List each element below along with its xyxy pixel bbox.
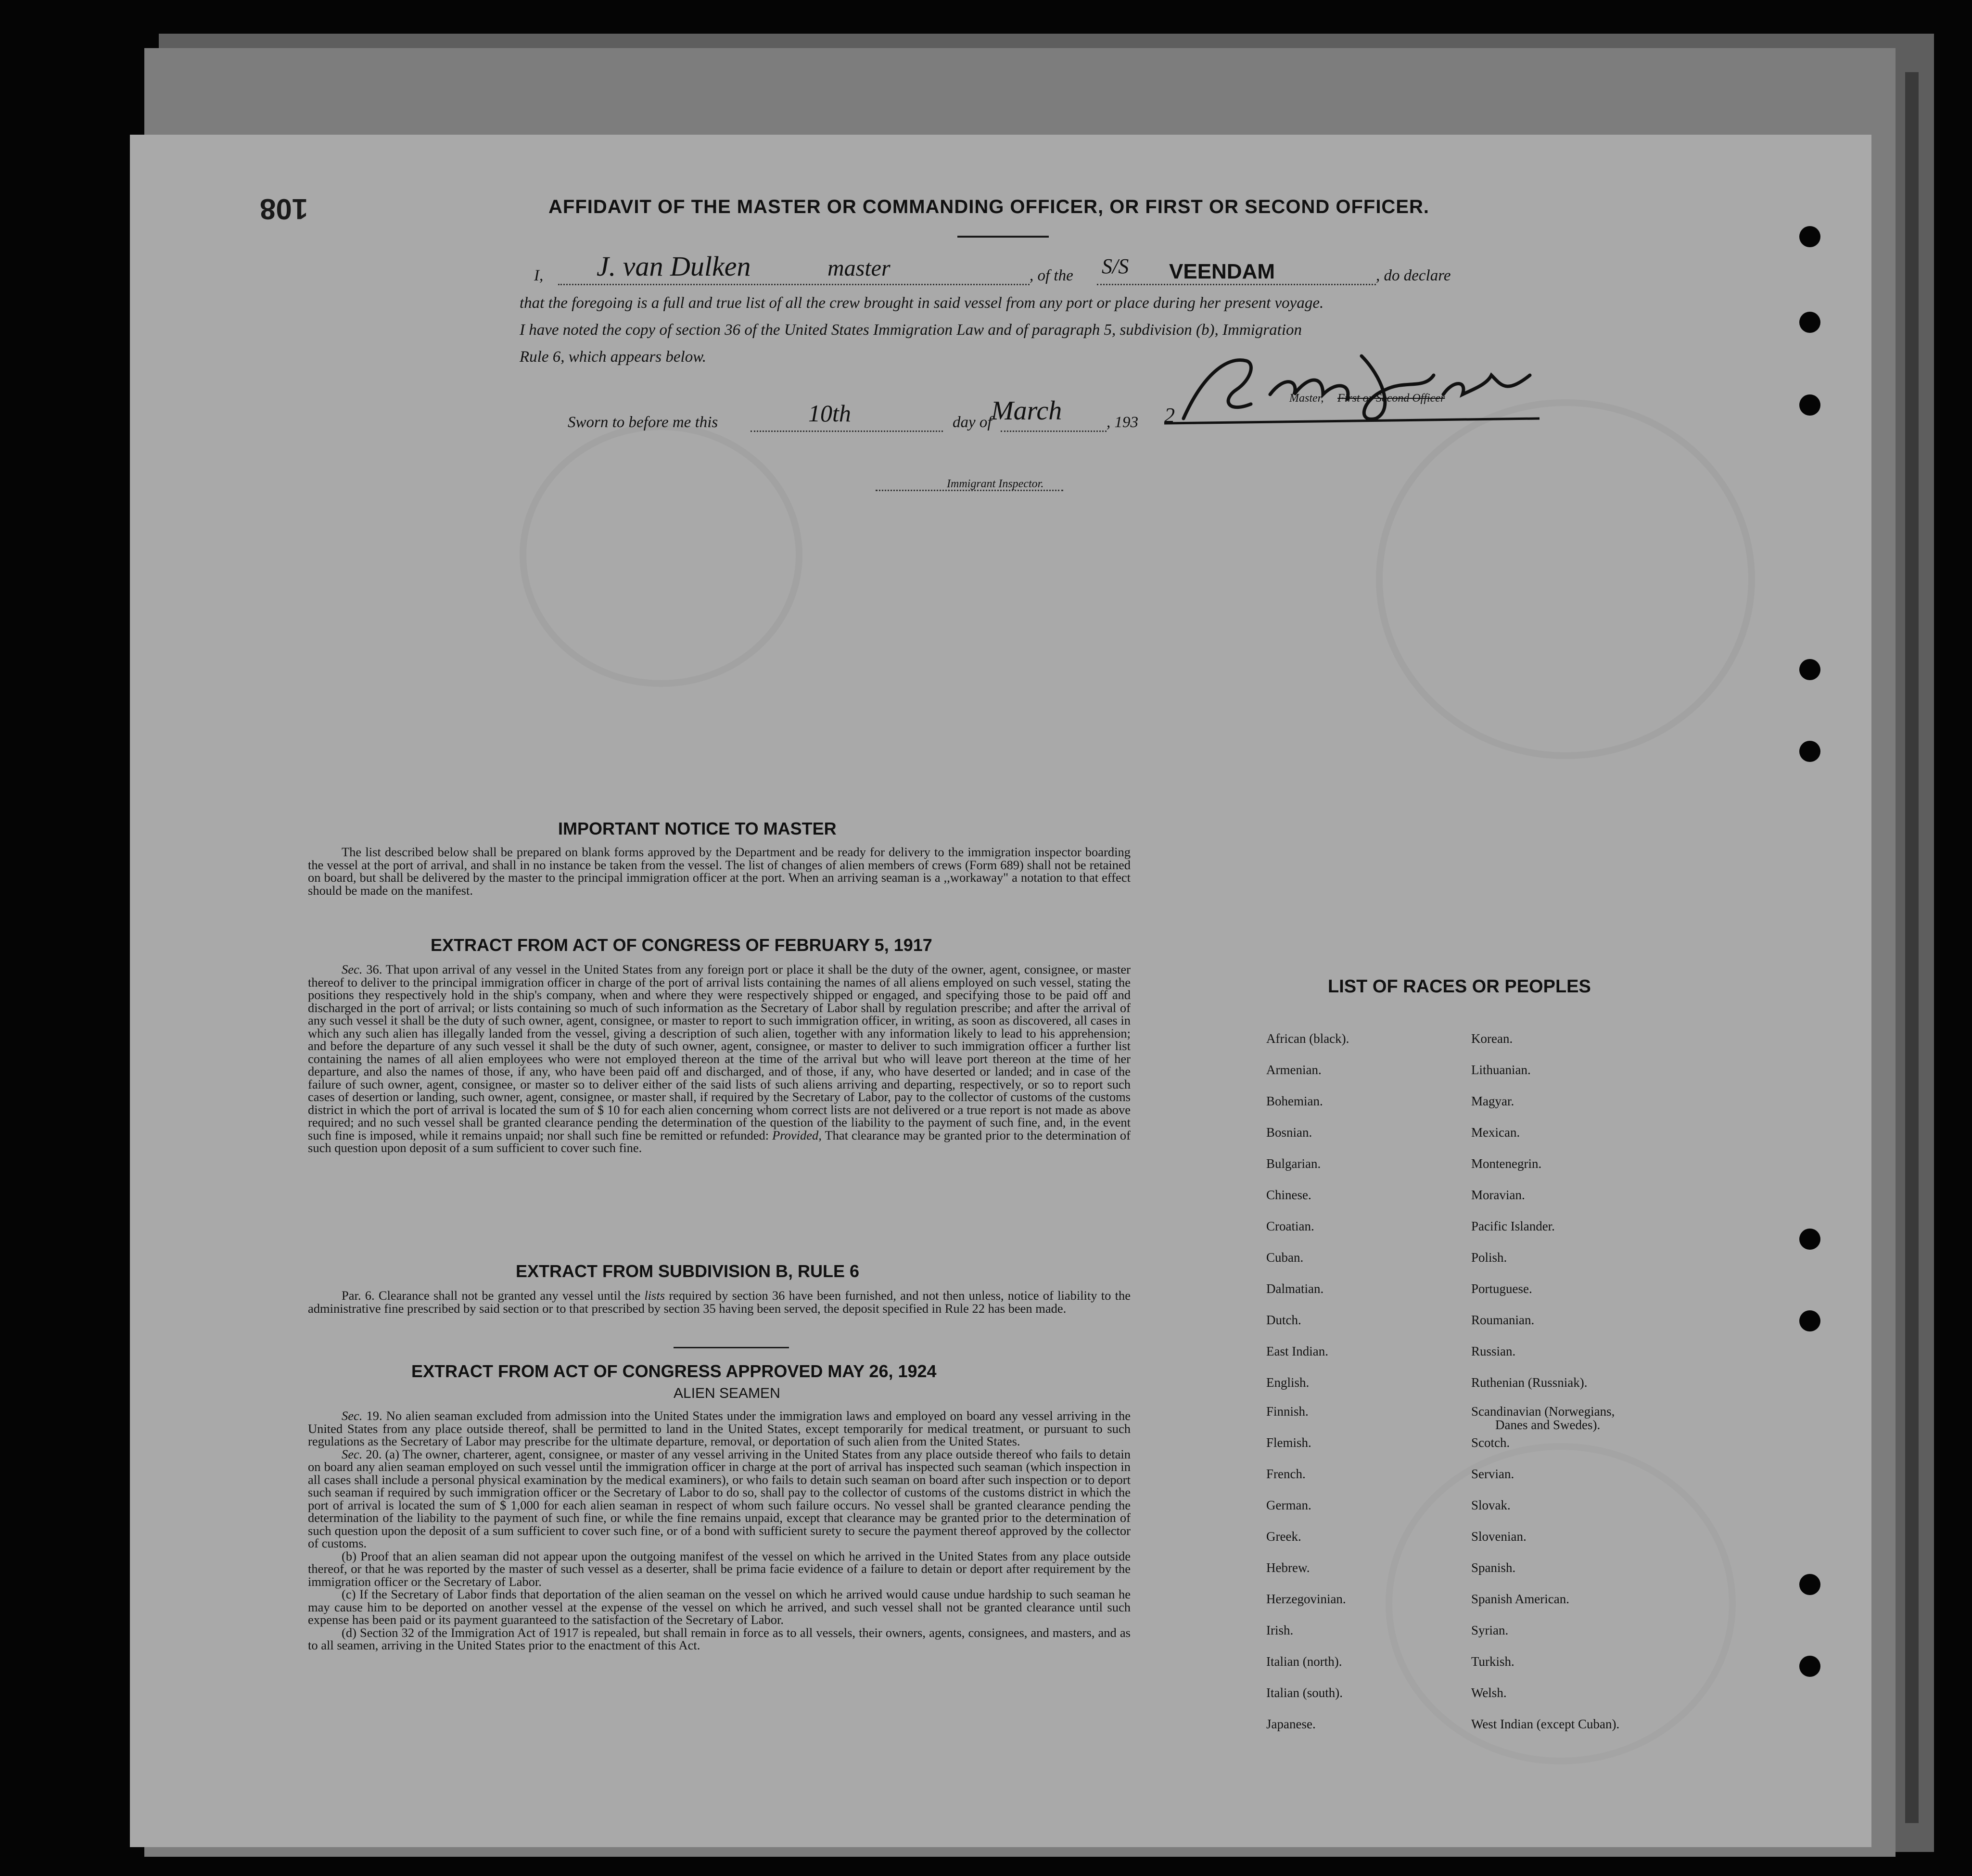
- race-item: Herzegovinian.: [1266, 1592, 1346, 1606]
- extract-1917-text: [308, 963, 1131, 1154]
- race-item: East Indian.: [1266, 1344, 1328, 1358]
- race-item-continued: Danes and Swedes).: [1495, 1418, 1601, 1432]
- punch-hole: [1799, 394, 1820, 416]
- sworn-prefix: Sworn to before me this: [568, 414, 718, 431]
- binding-strip: [1905, 72, 1919, 1823]
- rule6-lists-word: lists: [644, 1288, 665, 1303]
- race-item: Dalmatian.: [1266, 1281, 1324, 1296]
- race-item: African (black).: [1266, 1031, 1349, 1046]
- sworn-month-line: [1001, 431, 1107, 432]
- sec36-text-end: That clearance may be granted prior to the determination of such question upon deposit of a sum sufficient to cover such fine.: [308, 1128, 1131, 1155]
- punch-hole: [1799, 1574, 1820, 1595]
- race-item: Japanese.: [1266, 1717, 1316, 1731]
- inspector-label: Immigrant Inspector.: [947, 478, 1044, 490]
- race-item: Hebrew.: [1266, 1560, 1310, 1575]
- affidavit-line3: I have noted the copy of section 36 of the United States Immigration Law and of paragraph 5, subdivision (b), Immigration: [520, 321, 1302, 339]
- sworn-day: 10th: [808, 400, 851, 427]
- race-item: Russian.: [1471, 1344, 1516, 1358]
- race-item: Greek.: [1266, 1529, 1301, 1544]
- race-item: Roumanian.: [1471, 1313, 1535, 1327]
- sworn-day-line: [751, 431, 943, 432]
- master-signature: [1155, 346, 1549, 428]
- sec20a-text: 20. (a) The owner, charterer, agent, consignee, or master of any vessel arriving in the United States from any place outside thereof who fails to detain on board any alien seaman employed on such vessel until the immigration officer in charge at the port of arrival has inspected such seaman (which inspection in all cases shall include a personal physical examination by the medical examiners), or who fails to detain such seaman on board after such inspection or to deport such seaman if required by such immigration officer or the Secretary of Labor to do so, shall pay to the collector of customs of the customs district in which the port of arrival is located the sum of $ 1,000 for each alien seaman in respect of whom such failure occurs. No vessel shall be granted clearance pending the determination of the liability to the payment of such fine, or while the fine remains unpaid, except that clearance may be granted prior to the determination of such question upon the deposit of a sum sufficient to cover such fine, or of a bond with sufficient surety to secure the payment thereof approved by the collector of customs.: [308, 1446, 1131, 1550]
- race-item: West Indian (except Cuban).: [1471, 1717, 1620, 1731]
- race-item: Montenegrin.: [1471, 1156, 1542, 1171]
- punch-hole: [1799, 1310, 1820, 1331]
- race-item: Syrian.: [1471, 1623, 1509, 1637]
- rule6-text: [308, 1289, 1131, 1315]
- race-item: Magyar.: [1471, 1094, 1514, 1108]
- race-item: Italian (north).: [1266, 1654, 1342, 1669]
- race-item: Italian (south).: [1266, 1686, 1343, 1700]
- name-line: [558, 284, 1030, 285]
- affidavit-do-declare: , do declare: [1376, 267, 1451, 284]
- extract-1924-text: [308, 1409, 1131, 1652]
- race-item: Slovak.: [1471, 1498, 1511, 1512]
- race-item: Bulgarian.: [1266, 1156, 1321, 1171]
- race-item: Flemish.: [1266, 1435, 1311, 1450]
- race-item: Spanish American.: [1471, 1592, 1569, 1606]
- race-item: English.: [1266, 1375, 1310, 1390]
- race-item: Servian.: [1471, 1467, 1514, 1481]
- sec20c-text: (c) If the Secretary of Labor finds that deportation of the alien seaman on the vessel on which he arrived would cause undue hardship to such seaman he may cause him to be deported on another vessel at the expense of the vessel on which he arrived, and such vessel shall not be granted clearance until such expense has been paid or its payment guaranteed to the satisfaction of the Secretary of Labor.: [308, 1587, 1131, 1627]
- page-number: 108: [260, 193, 308, 225]
- extract-1924-subtitle: ALIEN SEAMEN: [674, 1385, 780, 1401]
- race-item: Armenian.: [1266, 1063, 1322, 1077]
- provided-word: Provided,: [772, 1128, 822, 1142]
- sec20-label: Sec.: [342, 1446, 363, 1461]
- race-item: Bohemian.: [1266, 1094, 1323, 1108]
- affidavit-title: AFFIDAVIT OF THE MASTER OR COMMANDING OFFICER, OR FIRST OR SECOND OFFICER.: [548, 196, 1429, 217]
- vessel-name: VEENDAM: [1169, 260, 1275, 283]
- races-title: LIST OF RACES OR PEOPLES: [1328, 976, 1591, 997]
- affidavit-line4: Rule 6, which appears below.: [520, 348, 707, 366]
- rule6-text-b: required by section 36 have been furnished, and not then unless, notice of liability to the administrative fine prescribed by said section or to that prescribed by section 35 having been served, the deposit specified in Rule 22 has been made.: [308, 1288, 1131, 1316]
- master-label: Master,: [1289, 392, 1324, 405]
- sec19-text: 19. No alien seaman excluded from admission into the United States under the immigration laws and employed on board any vessel arriving in the United States from any place outside thereof, shall be permitted to land in the United States, except temporarily for medical treatment, or pursuant to such regulations as the Secretary of Labor may prescribe for the ultimate departure, removal, or deportation of such alien from the United States.: [308, 1408, 1131, 1448]
- affidavit-of-the: , of the: [1030, 267, 1073, 284]
- master-label-struck: First or Second Officer: [1337, 392, 1445, 405]
- race-item: Scotch.: [1471, 1435, 1510, 1450]
- race-item: Korean.: [1471, 1031, 1513, 1046]
- master-rank: master: [827, 255, 891, 281]
- rule6-text-a: Par. 6. Clearance shall not be granted any vessel until the: [342, 1288, 641, 1303]
- race-item: Welsh.: [1471, 1686, 1507, 1700]
- bleed-seal-right: [1376, 399, 1755, 759]
- race-item: Ruthenian (Russniak).: [1471, 1375, 1588, 1390]
- affidavit-i: I,: [534, 267, 544, 284]
- extract-1924-title: EXTRACT FROM ACT OF CONGRESS APPROVED MAY 26, 1924: [411, 1361, 937, 1381]
- extract-1917-title: EXTRACT FROM ACT OF CONGRESS OF FEBRUARY 5, 1917: [431, 935, 932, 955]
- vessel-line: [1097, 284, 1376, 285]
- race-item: Lithuanian.: [1471, 1063, 1531, 1077]
- race-item: Chinese.: [1266, 1188, 1311, 1202]
- sec19-label: Sec.: [342, 1408, 363, 1423]
- rule6-title: EXTRACT FROM SUBDIVISION B, RULE 6: [516, 1261, 860, 1281]
- race-item: Moravian.: [1471, 1188, 1525, 1202]
- race-item: Irish.: [1266, 1623, 1294, 1637]
- master-name: J. van Dulken: [597, 251, 751, 282]
- race-item: Croatian.: [1266, 1219, 1314, 1233]
- punch-hole: [1799, 659, 1820, 680]
- sworn-month: March: [991, 396, 1062, 426]
- year-prefix: , 193: [1107, 414, 1138, 431]
- title-rule: [957, 236, 1049, 238]
- punch-hole: [1799, 312, 1820, 333]
- race-item: French.: [1266, 1467, 1306, 1481]
- race-item: Polish.: [1471, 1250, 1507, 1265]
- sworn-year-digit: 2: [1164, 404, 1175, 427]
- section-rule: [674, 1347, 789, 1348]
- affidavit-line2: that the foregoing is a full and true list of all the crew brought in said vessel from any port or place during her present voyage.: [520, 294, 1324, 312]
- bleed-seal-left: [520, 423, 802, 687]
- sec20d-text: (d) Section 32 of the Immigration Act of 1917 is repealed, but shall remain in force as to all vessels, their owners, agents, consignees, and masters, and as to all seamen, arriving in the United States prior to the enactment of this Act.: [308, 1625, 1131, 1652]
- race-item: Mexican.: [1471, 1125, 1520, 1140]
- race-item: Portuguese.: [1471, 1281, 1532, 1296]
- notice-paragraph: The list described below shall be prepared on blank forms approved by the Department and be ready for delivery to the immigration inspector boarding the vessel at the port of arrival, and shall in no instance be taken from the vessel. The list of changes of alien members of crews (Form 689) shall not be retained on board, but shall be delivered by the master to the principal immigration officer at the port. When an arriving seaman is a ,,workaway" a notation to that effect should be made on the manifest.: [308, 845, 1131, 898]
- ship-prefix: S/S: [1102, 254, 1129, 278]
- race-item: Finnish.: [1266, 1404, 1309, 1419]
- race-item: Slovenian.: [1471, 1529, 1527, 1544]
- sec20b-text: (b) Proof that an alien seaman did not appear upon the outgoing manifest of the vessel on which he arrived in the United States from any place outside thereof, or that he was reported by the master of such vessel as a deserter, shall be prima facie evidence of a failure to detain or deport after requirement by the immigration officer or the Secretary of Labor.: [308, 1548, 1131, 1589]
- sec36-text: 36. That upon arrival of any vessel in the United States from any foreign port or place it shall be the duty of the owner, agent, consignee, or master thereof to deliver to the principal immigration officer in charge of the port of arrival lists containing the names of all aliens employed on such vessel, stating the positions they respectively hold in the ship's company, when and where they were respectively shipped or engaged, and specifying those to be paid off and discharged in the port of arrival; or lists containing so much of such information as the Secretary of Labor shall by regulation prescribe; and after the arrival of any such vessel it shall be the duty of such owner, agent, consignee, or master to report to such immigration officer, in writing, as soon as discovered, all cases in which any such alien has illegally landed from the vessel, giving a description of such alien, together with any information likely to lead to his apprehension; and before the departure of any such vessel it shall be the duty of such owner, agent, consignee, or master to deliver to such immigration officer a further list containing the names of all alien employees who were not employed thereon at the time of the arrival but who will leave port thereon at the time of her departure, and also the names of those, if any, who have been paid off and discharged, and of those, if any, who have deserted or landed; and in case of the failure of such owner, agent, consignee, or master so to deliver either of the said lists of such aliens arriving and departing, respectively, or so to report such cases of desertion or landing, such owner, agent, consignee, or master shall, if required by the Secretary of Labor, pay to the collector of customs of the customs district in which the port of arrival is located the sum of $ 10 for each alien concerning whom correct lists are not delivered or a true report is not made as above required; and no such vessel shall be granted clearance pending the determination of the question of the liability to the payment of such fine, and, in the event such fine is imposed, while it remains unpaid; nor shall such fine be remitted or refunded:: [308, 962, 1131, 1142]
- punch-hole: [1799, 741, 1820, 762]
- race-item: Scandinavian (Norwegians,: [1471, 1404, 1615, 1419]
- day-of: day of: [953, 414, 992, 431]
- sec36-label: Sec.: [342, 962, 363, 976]
- race-item: Dutch.: [1266, 1313, 1301, 1327]
- race-item: Bosnian.: [1266, 1125, 1312, 1140]
- race-item: Pacific Islander.: [1471, 1219, 1555, 1233]
- punch-hole: [1799, 1656, 1820, 1677]
- notice-title: IMPORTANT NOTICE TO MASTER: [558, 819, 837, 838]
- race-item: Spanish.: [1471, 1560, 1516, 1575]
- race-item: German.: [1266, 1498, 1311, 1512]
- race-item: Turkish.: [1471, 1654, 1514, 1669]
- punch-hole: [1799, 226, 1820, 247]
- punch-hole: [1799, 1229, 1820, 1250]
- notice-text: [308, 846, 1131, 897]
- race-item: Cuban.: [1266, 1250, 1304, 1265]
